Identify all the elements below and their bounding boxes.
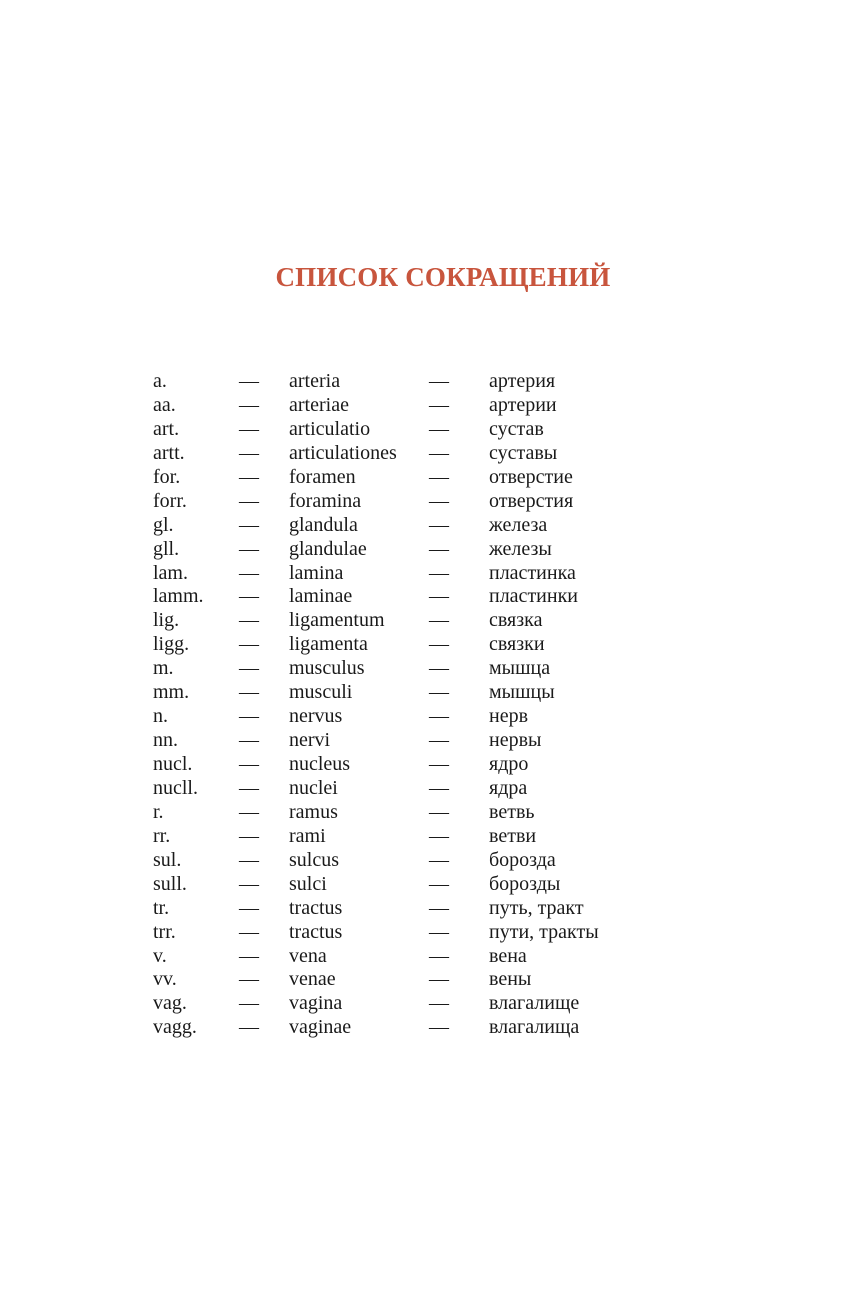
dash-separator: — bbox=[239, 1016, 259, 1039]
dash-separator: — bbox=[429, 776, 449, 799]
dash-separator: — bbox=[239, 992, 259, 1015]
abbreviation-row bbox=[153, 776, 673, 800]
dash-separator: — bbox=[429, 513, 449, 536]
dash-separator: — bbox=[429, 992, 449, 1015]
dash-separator: — bbox=[239, 968, 259, 991]
russian-term: влагалища bbox=[489, 1016, 580, 1039]
abbreviation: m. bbox=[153, 657, 174, 680]
dash-separator: — bbox=[429, 729, 449, 752]
latin-term: musculi bbox=[289, 681, 353, 704]
latin-term: lamina bbox=[289, 561, 344, 584]
latin-term: vagina bbox=[289, 992, 343, 1015]
russian-term: вена bbox=[489, 944, 527, 967]
latin-term: vena bbox=[289, 944, 327, 967]
latin-term: sulcus bbox=[289, 848, 339, 871]
dash-separator: — bbox=[429, 657, 449, 680]
dash-separator: — bbox=[429, 417, 449, 440]
dash-separator: — bbox=[429, 681, 449, 704]
russian-term: влагалище bbox=[489, 992, 580, 1015]
dash-separator: — bbox=[239, 417, 259, 440]
abbreviation: gl. bbox=[153, 513, 174, 536]
russian-term: пластинки bbox=[489, 585, 579, 608]
abbreviation: a. bbox=[153, 370, 167, 392]
russian-term: железы bbox=[489, 537, 552, 560]
russian-term: нерв bbox=[489, 705, 529, 728]
abbreviation: nucl. bbox=[153, 753, 193, 775]
latin-term: nervus bbox=[289, 705, 343, 728]
abbreviation-row bbox=[153, 680, 673, 704]
abbreviation: art. bbox=[153, 417, 180, 440]
russian-term: мышцы bbox=[489, 681, 555, 704]
abbreviation-row bbox=[153, 872, 673, 896]
dash-separator: — bbox=[239, 824, 259, 847]
dash-separator: — bbox=[429, 633, 449, 656]
dash-separator: — bbox=[239, 561, 259, 584]
dash-separator: — bbox=[239, 513, 259, 536]
abbreviation: n. bbox=[153, 705, 168, 728]
dash-separator: — bbox=[239, 776, 259, 799]
russian-term: артерия bbox=[489, 370, 556, 392]
latin-term: tractus bbox=[289, 920, 343, 943]
abbreviation-row bbox=[153, 896, 673, 920]
latin-term: articulationes bbox=[289, 441, 397, 464]
abbreviation: ligg. bbox=[153, 633, 190, 656]
dash-separator: — bbox=[239, 705, 259, 728]
dash-separator: — bbox=[429, 944, 449, 967]
abbreviation-row bbox=[153, 944, 673, 968]
abbreviation-row bbox=[153, 704, 673, 728]
latin-term: foramen bbox=[289, 465, 356, 488]
dash-separator: — bbox=[239, 800, 259, 823]
russian-term: борозды bbox=[489, 872, 561, 895]
abbreviation-row bbox=[153, 920, 673, 944]
abbreviation-row bbox=[153, 608, 673, 632]
dash-separator: — bbox=[429, 370, 449, 392]
abbreviation-row bbox=[153, 824, 673, 848]
russian-term: пути, тракты bbox=[489, 920, 599, 943]
dash-separator: — bbox=[429, 824, 449, 847]
dash-separator: — bbox=[239, 657, 259, 680]
dash-separator: — bbox=[239, 537, 259, 560]
abbreviation-row bbox=[153, 800, 673, 824]
dash-separator: — bbox=[239, 465, 259, 488]
abbreviation: rr. bbox=[153, 824, 171, 847]
russian-term: связка bbox=[489, 609, 543, 632]
abbreviation: nucll. bbox=[153, 776, 198, 799]
dash-separator: — bbox=[239, 872, 259, 895]
abbreviation: aa. bbox=[153, 393, 176, 416]
abbreviation: sull. bbox=[153, 872, 187, 895]
latin-term: nuclei bbox=[289, 776, 338, 799]
latin-term: nervi bbox=[289, 729, 331, 752]
latin-term: arteria bbox=[289, 370, 341, 392]
russian-term: вены bbox=[489, 968, 532, 991]
abbreviation: nn. bbox=[153, 729, 178, 752]
latin-term: laminae bbox=[289, 585, 353, 608]
russian-term: борозда bbox=[489, 848, 556, 871]
abbreviation-row bbox=[153, 848, 673, 872]
latin-term: glandulae bbox=[289, 537, 367, 560]
latin-term: tractus bbox=[289, 896, 343, 919]
russian-term: ветви bbox=[489, 824, 537, 847]
abbreviation-row bbox=[153, 752, 673, 776]
dash-separator: — bbox=[239, 633, 259, 656]
russian-term: нервы bbox=[489, 729, 542, 752]
dash-separator: — bbox=[429, 920, 449, 943]
russian-term: путь, тракт bbox=[489, 896, 584, 919]
dash-separator: — bbox=[429, 872, 449, 895]
abbreviation: forr. bbox=[153, 489, 187, 512]
dash-separator: — bbox=[239, 681, 259, 704]
dash-separator: — bbox=[429, 896, 449, 919]
latin-term: foramina bbox=[289, 489, 362, 512]
latin-term: rami bbox=[289, 824, 326, 847]
dash-separator: — bbox=[239, 848, 259, 871]
dash-separator: — bbox=[239, 585, 259, 608]
russian-term: сустав bbox=[489, 417, 544, 440]
russian-term: мышца bbox=[489, 657, 551, 680]
russian-term: ветвь bbox=[489, 800, 535, 823]
latin-term: sulci bbox=[289, 872, 327, 895]
dash-separator: — bbox=[239, 753, 259, 775]
dash-separator: — bbox=[429, 848, 449, 871]
dash-separator: — bbox=[239, 920, 259, 943]
dash-separator: — bbox=[239, 896, 259, 919]
dash-separator: — bbox=[239, 729, 259, 752]
abbreviation-row bbox=[153, 465, 673, 489]
dash-separator: — bbox=[429, 753, 449, 775]
abbreviation: for. bbox=[153, 465, 181, 488]
latin-term: ligamenta bbox=[289, 633, 368, 656]
abbreviation-row bbox=[153, 967, 673, 991]
abbreviation-row bbox=[153, 1015, 673, 1039]
abbreviation: artt. bbox=[153, 441, 185, 464]
abbreviation-row bbox=[153, 632, 673, 656]
abbreviation-row bbox=[153, 417, 673, 441]
latin-term: vaginae bbox=[289, 1016, 352, 1039]
latin-term: nucleus bbox=[289, 753, 351, 775]
abbreviation-row bbox=[153, 584, 673, 608]
abbreviation: vv. bbox=[153, 968, 177, 991]
dash-separator: — bbox=[429, 1016, 449, 1039]
russian-term: отверстие bbox=[489, 465, 573, 488]
russian-term: артерии bbox=[489, 393, 557, 416]
russian-term: железа bbox=[489, 513, 548, 536]
abbreviation: vag. bbox=[153, 992, 187, 1015]
dash-separator: — bbox=[429, 393, 449, 416]
abbreviation-list bbox=[153, 369, 673, 1039]
dash-separator: — bbox=[239, 441, 259, 464]
abbreviation-row bbox=[153, 656, 673, 680]
dash-separator: — bbox=[429, 800, 449, 823]
dash-separator: — bbox=[429, 585, 449, 608]
abbreviation: mm. bbox=[153, 681, 190, 704]
latin-term: venae bbox=[289, 968, 336, 991]
dash-separator: — bbox=[429, 537, 449, 560]
latin-term: ramus bbox=[289, 800, 338, 823]
abbreviation-row bbox=[153, 369, 673, 393]
abbreviation-row bbox=[153, 561, 673, 585]
latin-term: articulatio bbox=[289, 417, 371, 440]
latin-term: musculus bbox=[289, 657, 365, 680]
latin-term: glandula bbox=[289, 513, 358, 536]
dash-separator: — bbox=[239, 370, 259, 392]
russian-term: суставы bbox=[489, 441, 558, 464]
abbreviation: lam. bbox=[153, 561, 188, 584]
abbreviation-row bbox=[153, 393, 673, 417]
dash-separator: — bbox=[239, 609, 259, 632]
page-title: СПИСОК СОКРАЩЕНИЙ bbox=[275, 262, 611, 292]
abbreviation: lig. bbox=[153, 609, 180, 632]
abbreviation: vagg. bbox=[153, 1016, 197, 1039]
abbreviation: tr. bbox=[153, 896, 170, 919]
dash-separator: — bbox=[429, 609, 449, 632]
dash-separator: — bbox=[239, 393, 259, 416]
latin-term: arteriae bbox=[289, 393, 349, 416]
dash-separator: — bbox=[239, 944, 259, 967]
dash-separator: — bbox=[429, 705, 449, 728]
abbreviation: gll. bbox=[153, 537, 180, 560]
abbreviation-row bbox=[153, 489, 673, 513]
dash-separator: — bbox=[429, 465, 449, 488]
abbreviation: r. bbox=[153, 800, 164, 823]
russian-term: ядро bbox=[489, 753, 529, 775]
abbreviation-row bbox=[153, 537, 673, 561]
abbreviation: trr. bbox=[153, 920, 176, 943]
russian-term: ядра bbox=[489, 776, 528, 799]
dash-separator: — bbox=[429, 968, 449, 991]
latin-term: ligamentum bbox=[289, 609, 385, 632]
dash-separator: — bbox=[429, 561, 449, 584]
russian-term: пластинка bbox=[489, 561, 576, 584]
abbreviation-row bbox=[153, 991, 673, 1015]
abbreviation-row bbox=[153, 441, 673, 465]
abbreviation: lamm. bbox=[153, 585, 204, 608]
dash-separator: — bbox=[429, 441, 449, 464]
dash-separator: — bbox=[239, 489, 259, 512]
abbreviation: v. bbox=[153, 944, 167, 967]
russian-term: отверстия bbox=[489, 489, 574, 512]
abbreviation-row bbox=[153, 728, 673, 752]
abbreviation: sul. bbox=[153, 848, 182, 871]
russian-term: связки bbox=[489, 633, 545, 656]
dash-separator: — bbox=[429, 489, 449, 512]
abbreviation-row bbox=[153, 513, 673, 537]
